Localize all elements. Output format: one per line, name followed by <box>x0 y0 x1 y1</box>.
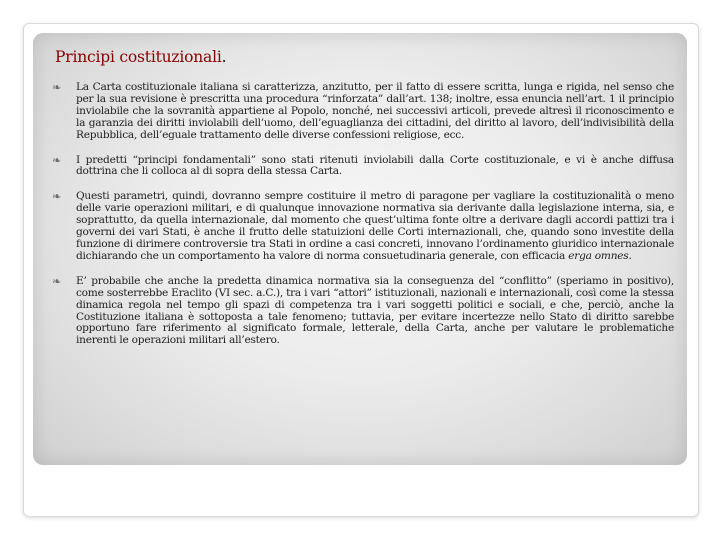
bullet-item-3 <box>52 191 674 262</box>
leaf-bullet-icon: ❧ <box>52 153 62 167</box>
bullet-text-3-italic: erga omnes <box>568 249 629 262</box>
bullet-text-3 <box>76 191 674 262</box>
slide-title <box>55 48 226 66</box>
slide-title-text: Principi costituzionali <box>55 48 222 66</box>
bullet-text-1: La Carta costituzionale italiana si caratterizza, anzitutto, per il fatto di essere scritta, lunga e rigida, nel senso che per la sua revisione è prescritta una procedura “rinforzata” dall’art. 138; inoltre, essa enuncia nell’art. 1 il principio inviolabile che la sovranità appartiene al Popolo, nonché, nei successivi articoli, prevede altresì il riconoscimento e la garanzia dei diritti inviolabili dell’uomo, dell’eguaglianza dei cittadini, del diritto al lavoro, dell’indivisibilità della Repubblica, dell’eguale trattamento delle diverse confessioni religiose, ecc. <box>76 81 674 141</box>
bullet-list <box>52 82 674 360</box>
bullet-text-3-end: . <box>628 249 632 262</box>
bullet-item-4 <box>52 276 674 347</box>
slide-title-suffix: . <box>221 48 227 66</box>
leaf-bullet-icon: ❧ <box>52 274 62 288</box>
bullet-text-3-main: Questi parametri, quindi, dovranno sempre costituire il metro di paragone per vagliare la costituzionalità o meno delle varie operazioni militari, e di qualunque innovazione normativa sia derivante dalla legislazione interna, sia, e soprattutto, da quella internazionale, dal momento che quest’ultima fonte oltre a derivare dagli accordi pattizi tra i governi dei vari Stati, è anche il frutto delle statuizioni delle Corti internazionali, che, quando sono investite della funzione di dirimere controversie tra Stati in ordine a casi concreti, innovano l’ordinamento giuridico internazionale dichiarando che un comportamento ha valore di norma consuetudinaria generale, con efficacia <box>76 190 674 262</box>
leaf-bullet-icon: ❧ <box>52 81 62 94</box>
bullet-item-1 <box>52 82 674 142</box>
bullet-item-2 <box>52 155 674 179</box>
bullet-text-4: E’ probabile che anche la predetta dinamica normativa sia la conseguenza del “conflitto” (speriamo in positivo), come sosterrebbe Eraclito (VI sec. a.C.), tra i vari “attori” istituzionali, nazionali e internazionali, così come la stessa dinamica regola nel tempo gli spazi di competenza tra i vari soggetti politici e sociali, e che, perciò, anche la Costituzione italiana è sottoposta a tale fenomeno; tuttavia, per evitare incertezze nello Stato di diritto sarebbe opportuno fare riferimento al significato formale, letterale, della Carta, anche per valutare le problematiche inerenti le operazioni militari all’estero. <box>76 274 674 347</box>
leaf-bullet-icon: ❧ <box>52 190 62 204</box>
bullet-text-2: I predetti “principi fondamentali” sono stati ritenuti inviolabili dalla Corte costituzionale, e vi è anche diffusa dottrina che li colloca al di sopra della stessa Carta. <box>76 153 674 178</box>
